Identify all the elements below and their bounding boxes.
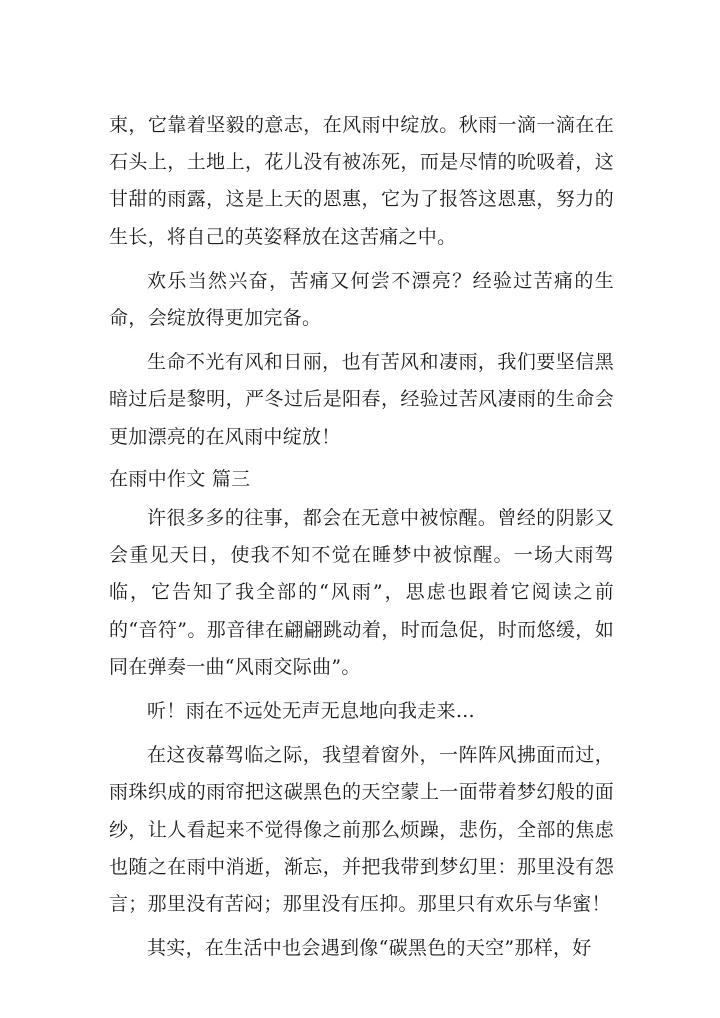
document-body [109,107,614,974]
section-heading: 在雨中作文 篇三 [109,467,251,490]
paragraph-3: 生命不光有风和日丽，也有苦风和凄雨，我们要坚信黑暗过后是黎明，严冬过后是阳春，经验过苦风凄雨的生命会更加漂亮的在风雨中绽放！ [109,351,614,448]
paragraph-2: 欢乐当然兴奋，苦痛又何尝不漂亮？经验过苦痛的生命，会绽放得更加完备。 [109,269,614,330]
paragraph-6: 在这夜幕驾临之际，我望着窗外，一阵阵风拂面而过，雨珠织成的雨帘把这碳黑色的天空蒙上一面带着梦幻般的面纱，让人看起来不觉得像之前那么烦躁，悲伤，全部的焦虑也随之在雨中消逝，渐忘，并把我带到梦幻里：那里没有怨言；那里没有苦闷；那里没有压抑。那里只有欢乐与华蜜！ [109,744,614,916]
paragraph-4: 许很多多的往事，都会在无意中被惊醒。曾经的阴影又会重见天日，使我不知不觉在睡梦中被惊醒。一场大雨驾临，它告知了我全部的“风雨”，思虑也跟着它阅读之前的“音符”。那音律在翩翩跳动着，时而急促，时而悠缓，如同在弹奏一曲“风雨交际曲”。 [109,507,614,678]
paragraph-1: 束，它靠着坚毅的意志，在风雨中绽放。秋雨一滴一滴在在石头上，土地上，花儿没有被冻死，而是尽情的吮吸着，这甘甜的雨露，这是上天的恩惠，它为了报答这恩惠，努力的生长，将自己的英姿释放在这苦痛之中。 [109,114,614,248]
paragraph-7: 其实，在生活中也会遇到像“碳黑色的天空”那样，好 [147,937,592,960]
paragraph-5: 听！雨在不远处无声无息地向我走来… [147,700,476,723]
